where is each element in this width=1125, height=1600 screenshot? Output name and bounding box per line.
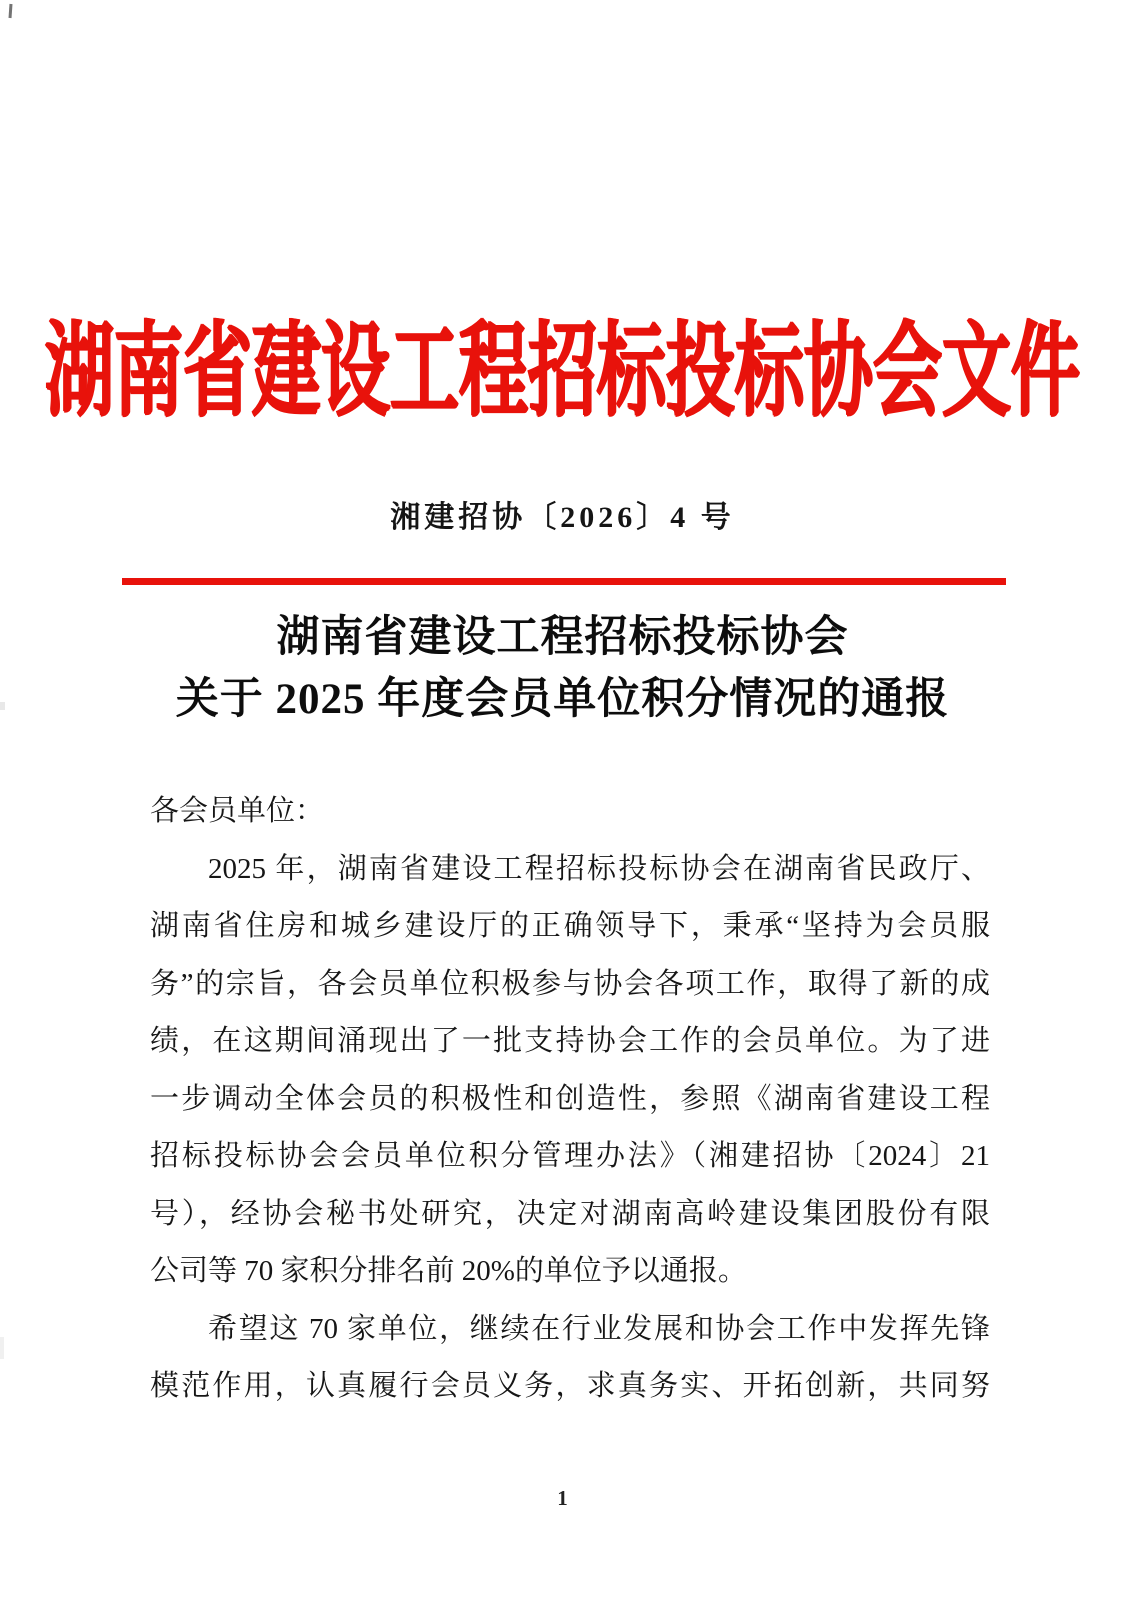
document-title-line1: 湖南省建设工程招标投标协会 <box>276 614 849 661</box>
body-line: 绩，在这期间涌现出了一批支持协会工作的会员单位。为了进 <box>150 1025 990 1057</box>
body-line: 务”的宗旨，各会员单位积极参与协会各项工作，取得了新的成 <box>150 967 990 1000</box>
body-line: 号），经协会秘书处研究，决定对湖南高岭建设集团股份有限 <box>150 1197 990 1230</box>
salutation-line: 各会员单位： <box>150 795 325 827</box>
body-line: 希望这 70 家单位，继续在行业发展和协会工作中发挥先锋 <box>208 1312 990 1345</box>
scan-artifact <box>0 1337 4 1359</box>
body-line: 2025 年，湖南省建设工程招标投标协会在湖南省民政厅、 <box>208 852 990 885</box>
body-line: 招标投标协会会员单位积分管理办法》（湘建招协〔2024〕21 <box>150 1140 990 1172</box>
body-line: 湖南省住房和城乡建设厅的正确领导下，秉承“坚持为会员服 <box>150 910 990 942</box>
letterhead-title: 湖南省建设工程招标投标协会文件 <box>45 315 1080 428</box>
document-title-line2: 关于 2025 年度会员单位积分情况的通报 <box>175 676 950 723</box>
body-line: 模范作用，认真履行会员义务，求真务实、开拓创新，共同努 <box>150 1370 990 1402</box>
letterhead-banner <box>0 315 1125 436</box>
body-line: 一步调动全体会员的积极性和创造性，参照《湖南省建设工程 <box>150 1082 990 1115</box>
document-body <box>150 783 990 1416</box>
scan-artifact <box>9 4 13 18</box>
body-line: 公司等 70 家积分排名前 20%的单位予以通报。 <box>150 1255 747 1287</box>
red-separator-rule <box>122 578 1006 585</box>
document-title <box>0 607 1125 731</box>
document-number: 湘建招协〔2026〕4 号 <box>390 501 735 534</box>
page-number: 1 <box>557 1486 568 1510</box>
